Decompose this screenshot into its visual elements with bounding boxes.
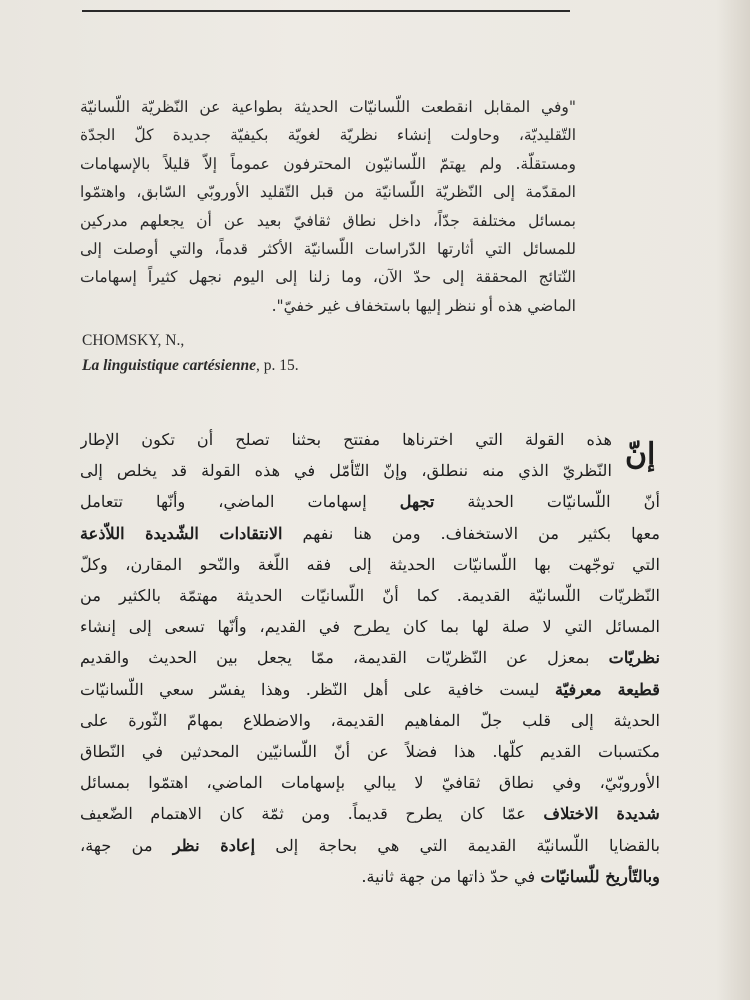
- body-line: [80, 705, 660, 736]
- body-text-segment: الأوروبّيّ، وفي نطاق ثقافيّ لا يبالي بإسهامات الماضي، اهتمّوا بمسائل: [80, 773, 660, 793]
- body-line: [80, 798, 660, 829]
- emphasis-text: شديدة الاختلاف: [543, 804, 660, 824]
- citation: [82, 328, 562, 378]
- body-line: [80, 611, 660, 642]
- body-text-segment: المسائل التي لا صلة لها بما كان يطرح في القديم، وأنّها تسعى إلى إنشاء: [80, 617, 660, 637]
- quote-line: بمسائل مختلفة جدّاً، داخل نطاق ثقافيّ بعيد عن أن يجعلهم مدركين: [80, 211, 576, 230]
- body-text-segment: التي توجّهت بها اللّسانيّات الحديثة إلى فقه اللّغة والنّحو المقارن، وكلّ: [80, 554, 660, 574]
- drop-cap: إنّ: [625, 437, 656, 472]
- body-line: [80, 767, 660, 798]
- body-text-segment: بالقضايا اللّسانيّة القديمة التي هي بحاجة إلى: [255, 835, 660, 855]
- body-line: [80, 549, 660, 580]
- quote-line: الماضي هذه أو ننظر إليها باستخفاف غير خفيّ".: [271, 296, 576, 315]
- quote-line: المقدّمة إلى النّظريّة اللّسانيّة من قبل التّقليد الأوروبّي السّابق، واهتمّوا: [80, 183, 576, 202]
- body-text-segment: إسهامات الماضي، وأنّها تتعامل: [80, 492, 400, 512]
- body-line: [80, 674, 660, 705]
- body-line: [80, 518, 660, 549]
- emphasis-text: نظريّات: [608, 648, 660, 668]
- quote-line: "وفي المقابل انقطعت اللّسانيّات الحديثة بطواعية عن النّظريّة اللّسانيّة: [80, 98, 576, 116]
- body-text-segment: النّظريّ الذي منه ننطلق، وإنّ التّأمّل في هذه القولة قد يخلص إلى: [80, 461, 612, 481]
- citation-source: [82, 353, 562, 378]
- emphasis-text: تجهل: [399, 492, 435, 512]
- emphasis-text: وبالتّأريخ للّسانيّات: [540, 866, 660, 886]
- body-line: [80, 736, 660, 767]
- epigraph-quote: [80, 93, 576, 320]
- quote-line: النّتائج المحققة إلى حدّ الآن، وما زلنا إلى اليوم نجهل كثيراً إسهامات: [80, 268, 576, 287]
- body-line: [80, 580, 660, 611]
- body-text-segment: معها بكثير من الاستخفاف. ومن هنا نفهم: [282, 523, 660, 543]
- emphasis-text: قطيعة معرفيّة: [554, 679, 660, 699]
- body-text-segment: بمعزل عن النّظريّات القديمة، ممّا يجعل بين الحديث والقديم: [80, 648, 609, 668]
- citation-author: CHOMSKY, N.,: [82, 332, 185, 349]
- body-text-segment: الحديثة إلى قلب جلّ المفاهيم القديمة، والاضطلاع بمهامّ الثّورة على: [80, 710, 660, 730]
- body-line: [80, 455, 612, 486]
- body-line: [80, 830, 660, 861]
- quote-line: للمسائل التي أثارتها الدّراسات اللّسانيّة الأكثر قدماً، والتي أوصلت إلى: [80, 240, 576, 259]
- body-text-segment: هذه القولة التي اخترناها مفتتح بحثنا تصلح أن تكون الإطار: [80, 430, 612, 449]
- header-rule: [82, 10, 570, 12]
- body-line: [80, 424, 612, 455]
- body-line: [80, 642, 660, 673]
- body-text-segment: من جهة،: [80, 835, 173, 855]
- quote-line: التّقليديّة، وحاولت إنشاء نظريّة لغويّة بكيفيّة جديدة كلّ الجدّة: [80, 126, 576, 145]
- body-paragraph: [80, 424, 660, 892]
- body-text-segment: عمّا كان يطرح قديماً. ومن ثمّة كان الاهتمام الضّعيف: [80, 804, 544, 824]
- body-line: [80, 486, 660, 517]
- body-text-segment: مكتسبات القديم كلّها. هذا فضلاً عن أنّ اللّسانيّين المحدثين في النّطاق: [80, 742, 660, 762]
- citation-book-title: La linguistique cartésienne: [82, 357, 256, 374]
- page-edge-shadow: [716, 0, 750, 1000]
- body-text-segment: ليست خافية على أهل النّظر. وهذا يفسّر سعي اللّسانيّات: [80, 679, 555, 699]
- body-text-segment: أنّ اللّسانيّات الحديثة: [434, 492, 660, 512]
- body-text-segment: النّظريّات اللّسانيّة القديمة. كما أنّ اللّسانيّات الحديثة مهتمّة بالكثير من: [80, 586, 660, 606]
- quote-line: ومستقلّة. ولم يهتمّ اللّسانيّون المحترفون عموماً إلاّ قليلاً بالإسهامات: [80, 154, 576, 173]
- body-line: [80, 861, 660, 892]
- emphasis-text: الانتقادات الشّديدة اللاّذعة: [80, 523, 283, 543]
- body-text-segment: في حدّ ذاتها من جهة ثانية.: [361, 866, 541, 886]
- emphasis-text: إعادة نظر: [172, 835, 256, 855]
- citation-page: , p. 15.: [255, 357, 299, 374]
